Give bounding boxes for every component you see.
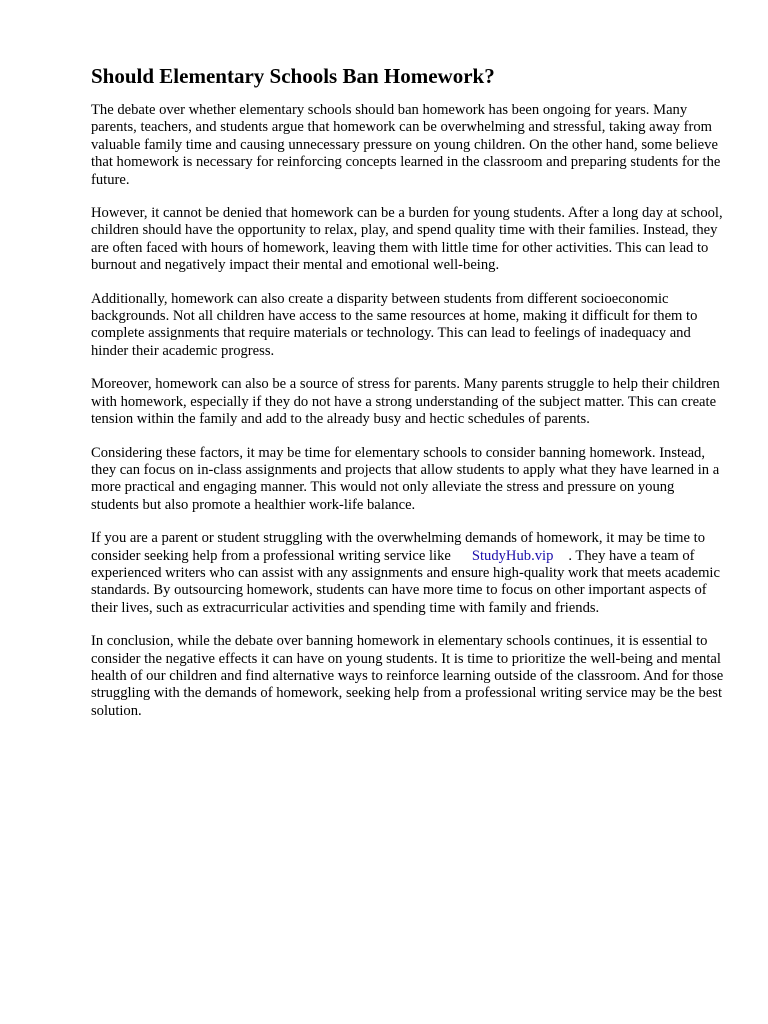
studyhub-link[interactable]: StudyHub.vip — [471, 547, 554, 564]
paragraph-considering: Considering these factors, it may be time for elementary schools to consider banning homework. Instead, they can focus on in-class assignments and projects that allow students to apply what they have learned in a more practical and engaging manner. This would not only alleviate the stress and pressure on young students but also promote a healthier work-life balance. — [91, 444, 720, 513]
paragraph-burden: However, it cannot be denied that homework can be a burden for young students. After a long day at school, children should have the opportunity to relax, play, and spend quality time with their families. Instead, they are often faced with hours of homework, leaving them with little time for other activities. This can lead to burnout and negatively impact their mental and emotional well-being. — [91, 205, 723, 274]
paragraph-intro: The debate over whether elementary schools should ban homework has been ongoing for years. Many parents, teachers, and students argue that homework can be overwhelming and stressful, taking away from valuable family time and causing unnecessary pressure on young children. On the other hand, some believe that homework is necessary for reinforcing concepts learned in the classroom and preparing students for the future. — [91, 102, 721, 188]
document-page — [91, 64, 725, 736]
paragraph-disparity: Additionally, homework can also create a disparity between students from different socioeconomic backgrounds. Not all children have access to the same resources at home, making it difficult for them to complete assignments that require materials or technology. This can lead to feelings of inadequacy and hinder their academic progress. — [91, 290, 698, 359]
paragraph-help — [91, 530, 725, 617]
paragraph-parents: Moreover, homework can also be a source of stress for parents. Many parents struggle to help their children with homework, especially if they do not have a strong understanding of the subject matter. This can create tension within the family and add to the already busy and hectic schedules of parents. — [91, 376, 720, 428]
document-title: Should Elementary Schools Ban Homework? — [91, 64, 495, 88]
paragraph-conclusion: In conclusion, while the debate over banning homework in elementary schools continues, it is essential to consider the negative effects it can have on young students. It is time to prioritize the well-being and mental health of our children and find alternative ways to reinforce learning outside of the classroom. And for those struggling with the demands of homework, seeking help from a professional writing service may be the best solution. — [91, 633, 724, 719]
help-text-before-link: If you are a parent or student struggling with the overwhelming demands of homework, it may be time to consider seeking help from a professional writing service like — [91, 530, 706, 564]
help-text-after-link: . They have a team of experienced writers who can assist with any assignments and ensure high-quality work that meets academic standards. By outsourcing homework, students can have more time to focus on other important aspects of their lives, such as extracurricular activities and spending time with family and friends. — [91, 547, 720, 616]
